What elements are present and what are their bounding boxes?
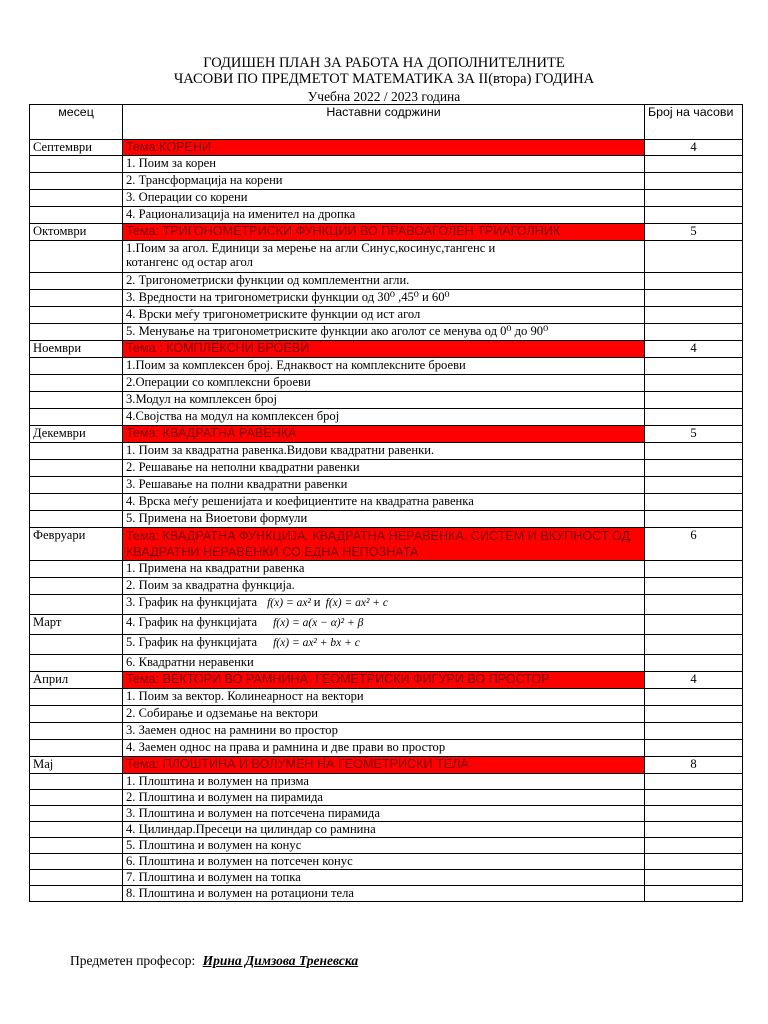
column-header-hours: Број на часови [645,105,743,140]
table-row [30,140,743,156]
document-title-line-2: ЧАСОВИ ПО ПРЕДМЕТОТ МАТЕМАТИКА ЗА II(втора) ГОДИНА [173,71,595,87]
hours-cell: 4 [645,341,743,358]
list-item [123,615,645,635]
hours-cell: 4 [645,140,743,156]
table-row [30,190,743,207]
table-row [30,595,743,615]
table-row [30,224,743,241]
month-cell: Април [30,672,123,689]
table-row [30,460,743,477]
list-item: 6. Плоштина и волумен на потсечен конус [123,854,645,870]
topic-cell: Тема: ПЛОШТИНА И ВОЛУМЕН НА ГЕОМЕТРИСКИ ТЕЛА [123,757,645,774]
list-item: 8. Плоштина и волумен на ротациони тела [123,886,645,902]
list-item: 5. Плоштина и волумен на конус [123,838,645,854]
list-item: 2. Трансформација на корени [123,173,645,190]
table-row [30,426,743,443]
footer-signature [70,953,358,969]
list-item: 4. Рационализација на именител на дропка [123,207,645,224]
column-header-month: месец [30,105,123,140]
table-row [30,290,743,307]
list-item: 5. Примена на Виоетови формули [123,511,645,528]
table-row [30,561,743,578]
month-cell: Септември [30,140,123,156]
table-row [30,494,743,511]
list-item: 2. Собирање и одземање на вектори [123,706,645,723]
table-row [30,341,743,358]
list-item: 1. Поим за вектор. Колинеарност на вектори [123,689,645,706]
table-row [30,706,743,723]
list-item: 1. Плоштина и волумен на призма [123,774,645,790]
table-row [30,886,743,902]
table-row [30,207,743,224]
table-row [30,870,743,886]
list-item: 1.Поим за комплексен број. Еднаквост на комплексните броеви [123,358,645,375]
list-item: 3. Заемен однос на рамнини во простор [123,723,645,740]
list-item: 1. Поим за корен [123,156,645,173]
month-cell: Декември [30,426,123,443]
list-item: 4. Цилиндар.Пресеци на цилиндар со рамнина [123,822,645,838]
list-item: 1.Поим за агол. Единици за мерење на агли Синус,косинус,тангенс и котангенс од остар агол [123,241,645,273]
document-title-line-1: ГОДИШЕН ПЛАН ЗА РАБОТА НА ДОПОЛНИТЕЛНИТЕ [203,55,565,71]
table-row [30,838,743,854]
plan-table [29,104,743,902]
table-row [30,392,743,409]
list-item: 4. Врска меѓу решенијата и коефициентите на квадратна равенка [123,494,645,511]
list-item: 1. Поим за квадратна равенка.Видови квадратни равенки. [123,443,645,460]
list-item: 2. Плоштина и волумен на пирамида [123,790,645,806]
topic-cell: Тема: ТРИГОНОМЕТРИСКИ ФУНКЦИИ ВО ПРАВОАГОЛЕН ТРИАГОЛНИК [123,224,645,241]
table-row [30,854,743,870]
hours-cell: 5 [645,224,743,241]
item-text: 3. График на функцијата [126,595,258,609]
table-row [30,689,743,706]
table-row [30,578,743,595]
list-item: 2. Поим за квадратна функција. [123,578,645,595]
month-cell: Октомври [30,224,123,241]
list-item: 2. Решавање на неполни квадратни равенки [123,460,645,477]
item-text: 5. График на функцијата [126,635,258,649]
table-row [30,723,743,740]
list-item: 7. Плоштина и волумен на топка [123,870,645,886]
table-row [30,443,743,460]
topic-cell: Тема: КВАДРАТНА РАВЕНКА [123,426,645,443]
formula: f(x) = a(x − α)² + β [273,617,364,629]
item-text: 4. График на функцијата [126,615,258,629]
table-row [30,477,743,494]
list-item [123,595,645,615]
list-item: 3. Плоштина и волумен на потсечена пирамида [123,806,645,822]
month-cell: Март [30,615,123,635]
table-row [30,655,743,672]
teacher-label: Предметен професор: [70,953,196,968]
table-row [30,307,743,324]
column-header-content: Наставни содржини [123,105,645,140]
list-item [123,635,645,655]
table-row [30,511,743,528]
table-header-row [30,105,743,140]
hours-cell: 6 [645,528,743,561]
table-row [30,790,743,806]
table-row [30,358,743,375]
list-item: 2.Операции со комплексни броеви [123,375,645,392]
list-item: 5. Менување на тригонометриските функции ако аголот се менува од 0⁰ до 90⁰ [123,324,645,341]
list-item: 1. Примена на квадратни равенка [123,561,645,578]
table-row [30,241,743,273]
list-item: 4.Својства на модул на комплексен број [123,409,645,426]
table-row [30,173,743,190]
table-row [30,615,743,635]
list-item: 4. Заемен однос на права и рамнина и две прави во простор [123,740,645,757]
list-item: 3. Решавање на полни квадратни равенки [123,477,645,494]
hours-cell: 8 [645,757,743,774]
topic-cell: Тема : КОМПЛЕКСНИ БРОЕВИ [123,341,645,358]
list-item: 3.Модул на комплексен број [123,392,645,409]
list-item: 2. Тригонометриски функции од комплементни агли. [123,273,645,290]
conjunction: и [313,595,324,609]
table-row [30,324,743,341]
formula-1: f(x) = ax² [267,597,314,609]
hours-cell: 5 [645,426,743,443]
month-cell: Ноември [30,341,123,358]
table-row [30,409,743,426]
table-row [30,528,743,561]
list-item: 3. Вредности на тригонометриски функции од 30⁰ ,45⁰ и 60⁰ [123,290,645,307]
table-row [30,672,743,689]
list-item: 6. Квадратни неравенки [123,655,645,672]
list-item: 4. Врски меѓу тригонометриските функции од ист агол [123,307,645,324]
topic-cell: Тема: ВЕКТОРИ ВО РАМНИНА. ГЕОМЕТРИСКИ ФИГУРИ ВО ПРОСТОР [123,672,645,689]
month-cell: Мај [30,757,123,774]
table-row [30,156,743,173]
school-year: Учебна 2022 / 2023 година [307,89,461,104]
table-row [30,774,743,790]
table-row [30,822,743,838]
table-row [30,273,743,290]
teacher-name: Ирина Димзова Треневска [202,953,359,968]
topic-cell: Тема:КОРЕНИ [123,140,645,156]
table-row [30,740,743,757]
list-item: 3. Операции со корени [123,190,645,207]
table-row [30,757,743,774]
topic-cell: Тема: КВАДРАТНА ФУНКЦИЈА, КВАДРАТНА НЕРАВЕНКА, СИСТЕМ И ВКУПНОСТ ОД КВАДРАТНИ НЕРАВЕНКИ СО ЕДНА НЕПОЗНАТА [123,528,645,561]
formula: f(x) = ax² + bx + c [273,637,360,649]
formula-2: f(x) = ax² + c [325,597,389,609]
table-row [30,806,743,822]
hours-cell: 4 [645,672,743,689]
table-row [30,375,743,392]
table-row [30,635,743,655]
month-cell: Февруари [30,528,123,561]
